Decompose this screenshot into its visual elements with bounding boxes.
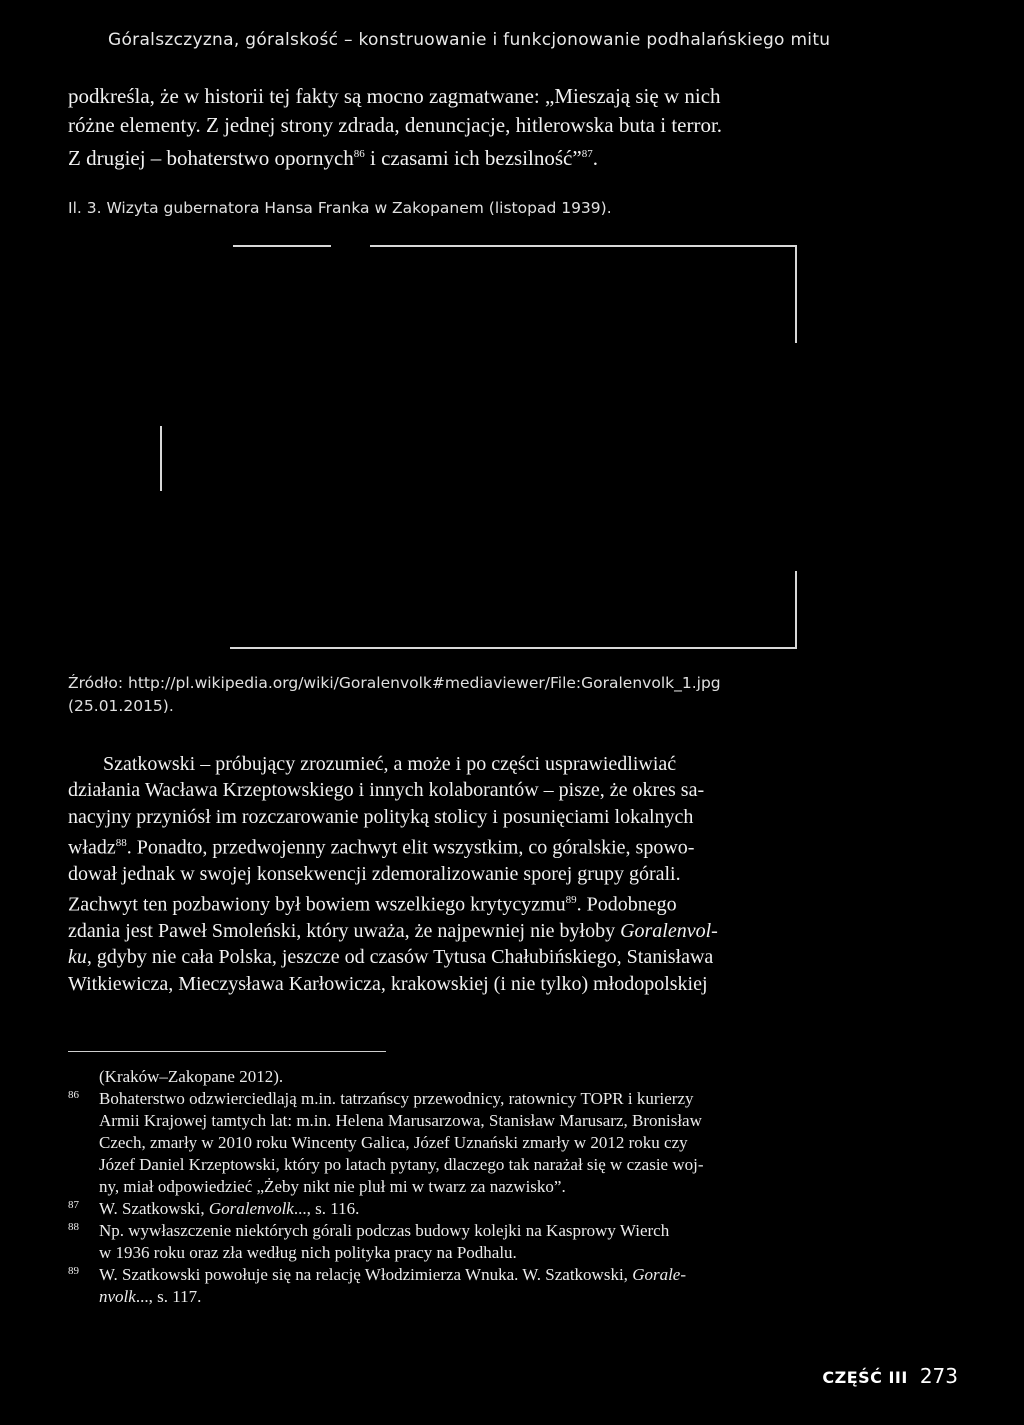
footnote-86: 86 Bohaterstwo odzwierciedlają m.in. tatrzańscy przewodnicy, ratownicy TOPR i kurierzy Armii Krajowej tamtych lat: m.in. Helena Marusarzowa, Stanisław Marusarz, Bronisław Czech, zmarły w 2010 roku Wincenty Galica, Józef Uznański zmarły w 2012 roku czy Józef Daniel Krzeptowski, który po latach pytany, dlaczego tak narażał się w czasie woj- ny, miał odpowiedzieć „Żeby nikt nie pluł mi w twarz za nazwisko”. <box>68 1089 704 1196</box>
page-number: 273 <box>919 1364 958 1388</box>
text-line: Z drugiej – bohaterstwo opornych$^{86}$ i czasami ich bezsilność”$^{87}$. <box>68 146 598 170</box>
footnote-ref-89[interactable]: 89 <box>565 894 577 907</box>
footnote-number: 88 <box>68 1221 79 1233</box>
source-date: (25.01.2015). <box>68 697 174 715</box>
text-line: działania Wacława Krzeptowskiego i innych kolaborantów – pisze, że okres sa- <box>68 779 705 802</box>
text-line: Szatkowski – próbujący zrozumieć, a może i po części usprawiedliwiać <box>103 753 677 775</box>
figure-caption: Il. 3. Wizyta gubernatora Hansa Franka w Zakopanem (listopad 1939). <box>68 199 612 217</box>
figure-photo-placeholder <box>150 238 810 658</box>
footnote-number: 89 <box>68 1265 79 1277</box>
footnotes <box>68 1066 908 1308</box>
footnote-continuation: (Kraków–Zakopane 2012). <box>99 1067 284 1086</box>
footnote-89: 89 W. Szatkowski powołuje się na relację Włodzimierza Wnuka. W. Szatkowski, Gorale- nvolk..., s. 117. <box>68 1265 687 1306</box>
footnote-number: 86 <box>68 1089 79 1101</box>
footnote-ref-88[interactable]: 88 <box>115 836 127 849</box>
page-footer <box>822 1364 958 1388</box>
text-line: zdania jest Paweł Smoleński, który uważa, że najpewniej nie byłoby Goralenvol- <box>68 920 718 943</box>
footnote-ref-87[interactable]: 87 <box>581 148 593 160</box>
part-label: CZĘŚĆ III <box>822 1368 908 1387</box>
footnote-number: 87 <box>68 1199 79 1211</box>
text-line: ku, gdyby nie cała Polska, jeszcze od czasów Tytusa Chałubińskiego, Stanisława <box>68 946 714 969</box>
text-line: nacyjny przyniósł im rozczarowanie polityką stolicy i posunięciami lokalnych <box>68 805 694 828</box>
text-line: podkreśla, że w historii tej fakty są mocno zagmatwane: „Mieszają się w nich <box>68 84 721 108</box>
text-line: różne elementy. Z jednej strony zdrada, denuncjacje, hitlerowska buta i terror. <box>68 113 723 137</box>
running-header: Góralszczyzna, góralskość – konstruowanie i funkcjonowanie podhalańskiego mitu <box>108 30 831 50</box>
source-url[interactable]: Źródło: http://pl.wikipedia.org/wiki/Goralenvolk#mediaviewer/File:Goralenvolk_1.jpg <box>68 674 721 692</box>
text-line: Witkiewicza, Mieczysława Karłowicza, krakowskiej (i nie tylko) młodopolskiej <box>68 972 708 995</box>
text-line: dował jednak w swojej konsekwencji zdemoralizowanie sporej grupy górali. <box>68 862 681 885</box>
text-line: władz$^{88}$. Ponadto, przedwojenny zachwyt elit wszystkim, co góralskie, spowo- <box>68 836 695 859</box>
figure-source <box>68 672 868 718</box>
footnote-ref-86[interactable]: 86 <box>353 148 365 160</box>
main-paragraph <box>68 751 894 997</box>
footnote-separator <box>68 1051 386 1052</box>
intro-paragraph <box>68 82 894 173</box>
footnote-87: 87 W. Szatkowski, Goralenvolk..., s. 116. <box>68 1199 360 1218</box>
text-line: Zachwyt ten pozbawiony był bowiem wszelkiego krytycyzmu$^{89}$. Podobnego <box>68 893 677 916</box>
footnote-88: 88 Np. wywłaszczenie niektórych górali podczas budowy kolejki na Kasprowy Wierch w 1936 roku oraz zła według nich polityka pracy na Podhalu. <box>68 1221 670 1262</box>
